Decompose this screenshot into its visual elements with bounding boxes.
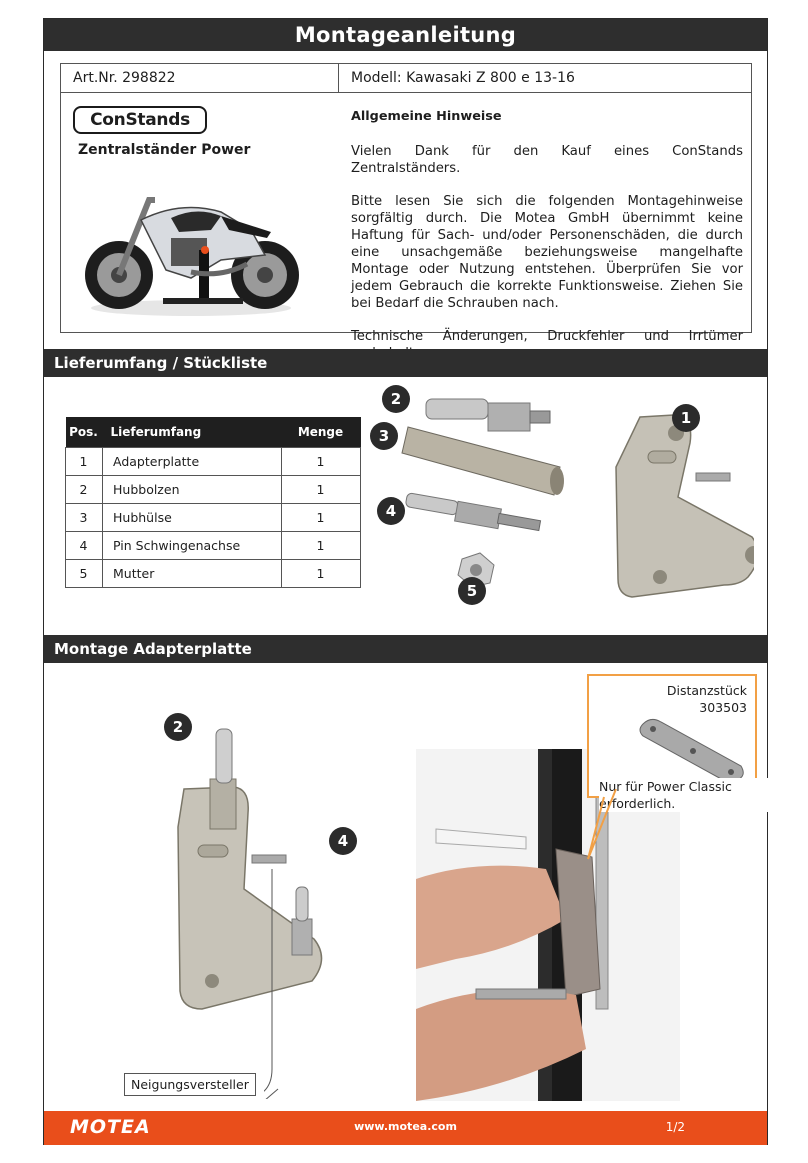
- parts-table: [65, 417, 361, 588]
- callout-2: 2: [382, 385, 410, 413]
- notes-heading: Allgemeine Hinweise: [351, 109, 502, 124]
- row-pos: 3: [66, 504, 103, 532]
- page-title: Montageanleitung: [44, 19, 767, 51]
- row-qty: 1: [282, 532, 361, 560]
- article-number: Art.Nr. 298822: [61, 64, 339, 92]
- notes-paragraph-2: Bitte lesen Sie sich die folgenden Montagehinweise sorgfältig durch. Die Motea GmbH übernimmt keine Haftung für Sach- und/oder Personenschäden, die durch eine unsachgemäße beziehungsweise mangelhafte Montage oder Nutzung entstehen. Überprüfen Sie vor jedem Gebrauch die korrekte Funktionsweise. Ziehen Sie bei Bedarf die Schrauben nach.: [351, 194, 743, 311]
- row-item: Hubbolzen: [103, 476, 282, 504]
- hubhuelse-part: [402, 427, 564, 495]
- distanz-number: 303503: [699, 700, 747, 715]
- assembly-illustration: [154, 719, 354, 1019]
- callout-1: 1: [672, 404, 700, 432]
- callout-4: 4: [377, 497, 405, 525]
- page-number: 1/2: [665, 1120, 685, 1134]
- hubbolzen-part: [426, 399, 550, 431]
- montage-callout-2: 2: [164, 713, 192, 741]
- motea-logo: MOTEA: [70, 1116, 151, 1138]
- table-row: [66, 448, 361, 476]
- general-notes: [351, 108, 743, 378]
- notes-paragraph-3: Technische Änderungen, Druckfehler und Irrtümer: [351, 329, 743, 344]
- table-row: [66, 560, 361, 588]
- row-pos: 1: [66, 448, 103, 476]
- row-qty: 1: [282, 476, 361, 504]
- distanz-pointer: [584, 789, 624, 869]
- pin-part: [405, 493, 540, 531]
- row-pos: 4: [66, 532, 103, 560]
- info-header-row: [61, 64, 751, 93]
- distanz-note: Nur für Power Classic erforderlich.: [599, 778, 769, 812]
- row-qty: 1: [282, 448, 361, 476]
- row-qty: 1: [282, 504, 361, 532]
- row-item: Mutter: [103, 560, 282, 588]
- constands-logo: ConStands: [73, 106, 207, 134]
- distanz-title: Distanzstück: [666, 683, 747, 698]
- row-item: Hubhülse: [103, 504, 282, 532]
- row-pos: 2: [66, 476, 103, 504]
- row-pos: 5: [66, 560, 103, 588]
- table-row: [66, 504, 361, 532]
- section-montage: Montage Adapterplatte: [44, 635, 767, 663]
- footer-url[interactable]: www.motea.com: [354, 1120, 457, 1133]
- info-block: [60, 63, 752, 344]
- parts-illustration: [394, 387, 754, 607]
- row-item: Adapterplatte: [103, 448, 282, 476]
- distanzstueck-box: [587, 674, 757, 811]
- section-lieferumfang: Lieferumfang / Stückliste: [44, 349, 767, 377]
- model-name: Modell: Kawasaki Z 800 e 13-16: [351, 70, 575, 86]
- distanzstueck-image: [637, 714, 747, 784]
- col-lieferumfang: Lieferumfang: [103, 417, 282, 448]
- neigung-pointer-line: [264, 869, 304, 1099]
- product-name: Zentralständer Power: [78, 142, 251, 158]
- callout-3: 3: [370, 422, 398, 450]
- notes-paragraph-1: Vielen Dank für den Kauf eines ConStands Zentralständers.: [351, 144, 743, 176]
- montage-callout-4: 4: [329, 827, 357, 855]
- motorcycle-image: [71, 160, 311, 320]
- instruction-page: [43, 18, 768, 1145]
- col-menge: Menge: [282, 417, 361, 448]
- parts-table-header: [66, 417, 361, 448]
- callout-5: 5: [458, 577, 486, 605]
- footer-bar: [44, 1111, 767, 1145]
- adapter-plate-part: [616, 415, 754, 597]
- table-row: [66, 476, 361, 504]
- neigungsversteller-label: Neigungsversteller: [124, 1073, 256, 1096]
- col-pos: Pos.: [66, 417, 103, 448]
- row-qty: 1: [282, 560, 361, 588]
- table-row: [66, 532, 361, 560]
- row-item: Pin Schwingenachse: [103, 532, 282, 560]
